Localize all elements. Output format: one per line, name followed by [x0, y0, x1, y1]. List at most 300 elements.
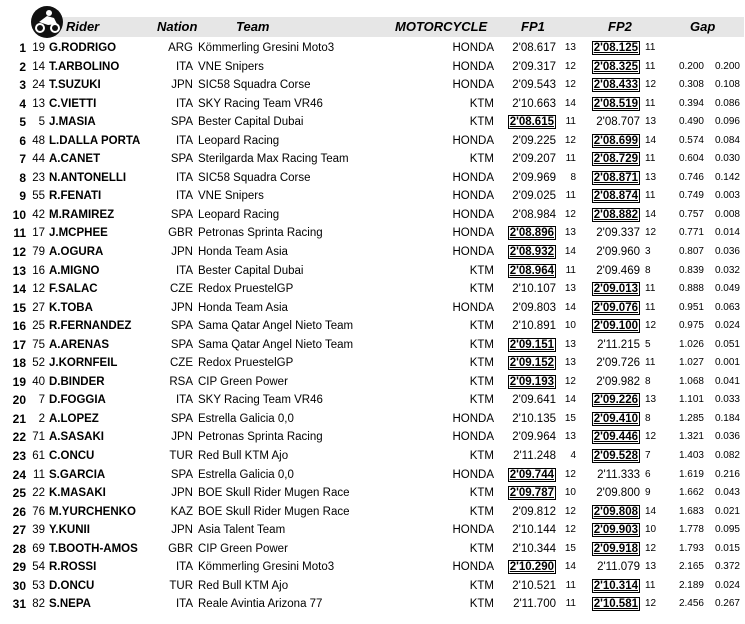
motorcycle: KTM — [469, 598, 494, 611]
nation: ITA — [175, 394, 193, 407]
rider-number: 44 — [32, 153, 45, 166]
position: 17 — [12, 337, 26, 352]
fp2-time — [580, 41, 640, 55]
motorcycle: KTM — [469, 579, 494, 592]
team-name: Leopard Racing — [198, 134, 280, 147]
best-time-box: 2'09.226 — [593, 394, 638, 407]
nation: JPN — [171, 524, 193, 537]
position: 18 — [12, 356, 26, 371]
team-name: Estrella Galicia 0,0 — [198, 468, 294, 481]
rider-number: 19 — [32, 42, 45, 54]
fp1-laps: 14 — [564, 246, 576, 258]
table-row — [0, 521, 745, 540]
fp2-laps: 12 — [645, 598, 657, 610]
team-name: CIP Green Power — [198, 542, 288, 555]
fp1-time: 2'09.803 — [512, 301, 556, 314]
position: 30 — [12, 578, 26, 593]
team-name: CIP Green Power — [198, 375, 288, 388]
fp2-time: 2'09.800 — [596, 487, 640, 500]
motorcycle: HONDA — [452, 468, 494, 481]
rider-name: C.VIETTI — [49, 97, 97, 110]
rider-name: R.FENATI — [49, 190, 102, 203]
fp1-time: 2'08.617 — [512, 42, 556, 54]
nation: SPA — [170, 320, 193, 333]
fp2-laps: 12 — [645, 431, 657, 443]
rider-number: 42 — [32, 208, 45, 221]
fp2-time — [580, 189, 640, 203]
fp2-time — [580, 60, 640, 74]
fp2-laps: 14 — [645, 208, 657, 220]
fp2-time — [580, 97, 640, 111]
rider-name: D.ONCU — [49, 579, 95, 592]
fp1-laps: 12 — [564, 375, 576, 387]
gap-to-first: 0.807 — [678, 246, 704, 258]
table-row — [0, 577, 745, 596]
gap-to-previous: 0.096 — [714, 116, 740, 128]
motorcycle: HONDA — [452, 42, 494, 54]
rider-number: 82 — [32, 598, 45, 611]
table-row — [0, 428, 745, 447]
table-row — [0, 484, 745, 503]
team-name: Kömmerling Gresini Moto3 — [198, 42, 335, 54]
nation: SPA — [170, 338, 193, 351]
fp2-laps: 8 — [645, 412, 651, 424]
position: 28 — [12, 541, 26, 556]
motorcycle: KTM — [469, 375, 494, 388]
fp2-laps: 12 — [645, 227, 657, 239]
team-name: VNE Snipers — [198, 190, 264, 203]
gap-to-previous: 0.024 — [714, 579, 740, 591]
best-time-box: 2'09.787 — [509, 487, 554, 500]
gap-to-previous: 0.095 — [714, 524, 740, 536]
fp2-laps: 5 — [645, 338, 651, 350]
fp2-laps: 9 — [645, 487, 651, 499]
table-row — [0, 354, 745, 373]
motorcycle: HONDA — [452, 524, 494, 537]
team-name: Leopard Racing — [198, 208, 280, 221]
fp2-laps: 11 — [645, 153, 656, 165]
header-fp1: FP1 — [521, 19, 545, 34]
table-row — [0, 558, 745, 577]
rider-name: J.MASIA — [49, 116, 96, 129]
motorcycle: KTM — [469, 116, 494, 129]
fp1-laps: 11 — [565, 264, 576, 276]
nation: RSA — [169, 375, 193, 388]
fp1-laps: 12 — [564, 79, 576, 91]
team-name: Honda Team Asia — [198, 246, 288, 259]
fp1-laps: 13 — [564, 357, 576, 369]
fp2-time — [580, 579, 640, 593]
rider-name: J.MCPHEE — [49, 227, 108, 240]
team-name: Reale Avintia Arizona 77 — [198, 598, 323, 611]
team-name: Red Bull KTM Ajo — [198, 579, 289, 592]
rider-number: 61 — [32, 450, 45, 463]
gap-to-previous: 0.063 — [714, 301, 740, 313]
table-row — [0, 76, 745, 95]
fp1-time: 2'10.135 — [512, 412, 556, 425]
best-time-box: 2'08.932 — [509, 246, 554, 259]
rider-number: 55 — [32, 190, 45, 203]
nation: SPA — [170, 468, 193, 481]
fp2-time — [580, 282, 640, 296]
fp1-time: 2'09.317 — [512, 60, 556, 73]
gap-to-first: 0.951 — [678, 301, 704, 313]
motorcycle: HONDA — [452, 301, 494, 314]
position: 8 — [19, 170, 26, 185]
rider-number: 16 — [32, 264, 45, 277]
table-row — [0, 410, 745, 429]
table-row — [0, 39, 745, 58]
fp1-laps: 15 — [564, 542, 576, 554]
nation: ITA — [175, 171, 193, 184]
gap-to-previous: 0.142 — [714, 171, 740, 183]
position: 4 — [19, 96, 26, 111]
gap-to-first: 0.200 — [678, 60, 704, 72]
table-row — [0, 150, 745, 169]
gap-to-first: 0.394 — [678, 97, 704, 109]
rider-name: C.ONCU — [49, 450, 95, 463]
gap-to-first: 0.574 — [678, 134, 704, 146]
header-motorcycle: MOTORCYCLE — [395, 19, 488, 34]
fp1-laps: 12 — [564, 60, 576, 72]
header-nation: Nation — [157, 19, 198, 34]
motorcycle: KTM — [469, 487, 494, 500]
gap-to-first: 0.975 — [678, 320, 704, 332]
rider-name: J.KORNFEIL — [49, 357, 118, 370]
table-row — [0, 206, 745, 225]
rider-name: A.ARENAS — [49, 338, 110, 351]
position: 20 — [12, 393, 26, 408]
rider-number: 71 — [32, 431, 45, 444]
motorcycle: KTM — [469, 320, 494, 333]
rider-number: 12 — [32, 283, 45, 296]
gap-to-previous: 0.372 — [714, 561, 740, 573]
nation: SPA — [170, 412, 193, 425]
position: 26 — [12, 504, 26, 519]
fp2-laps: 11 — [645, 190, 656, 202]
table-row — [0, 595, 745, 614]
header-gap: Gap — [690, 19, 716, 34]
best-time-box: 2'08.882 — [593, 208, 638, 221]
rider-number: 79 — [32, 246, 45, 259]
fp2-laps: 11 — [645, 97, 656, 109]
nation: ITA — [175, 97, 193, 110]
header-rider: Rider — [66, 19, 100, 34]
rider-name: M.RAMIREZ — [49, 208, 115, 221]
gap-to-first: 0.771 — [678, 227, 704, 239]
fp1-time — [498, 486, 556, 500]
gap-to-first: 1.027 — [678, 357, 704, 369]
table-row — [0, 113, 745, 132]
rider-name: A.OGURA — [49, 246, 104, 259]
motorcycle: HONDA — [452, 412, 494, 425]
fp1-time — [498, 468, 556, 482]
team-name: Sama Qatar Angel Nieto Team — [198, 320, 354, 333]
position: 5 — [19, 115, 26, 130]
table-row — [0, 391, 745, 410]
table-row — [0, 447, 745, 466]
position: 13 — [12, 263, 26, 278]
nation: JPN — [171, 431, 193, 444]
gap-to-first: 0.746 — [678, 171, 704, 183]
fp2-laps: 11 — [645, 283, 656, 295]
best-time-box: 2'08.874 — [593, 190, 638, 203]
rider-name: T.BOOTH-AMOS — [49, 542, 138, 555]
fp1-laps: 14 — [564, 97, 576, 109]
fp1-time: 2'10.144 — [512, 524, 556, 537]
gap-to-first: 0.757 — [678, 208, 704, 220]
fp2-laps: 13 — [645, 394, 657, 406]
fp1-time: 2'09.641 — [512, 394, 556, 407]
fp1-laps: 13 — [564, 227, 576, 239]
position: 10 — [12, 207, 26, 222]
gap-to-first: 2.456 — [678, 598, 704, 610]
fp2-laps: 11 — [645, 579, 656, 591]
rider-number: 13 — [32, 97, 45, 110]
fp2-time — [580, 412, 640, 426]
table-row — [0, 466, 745, 485]
fp2-time: 2'11.333 — [597, 468, 640, 481]
best-time-box: 2'09.528 — [593, 450, 638, 463]
fp2-laps: 6 — [645, 468, 651, 480]
fp2-time — [580, 505, 640, 519]
rider-name: G.RODRIGO — [49, 42, 117, 54]
rider-name: K.MASAKI — [49, 487, 106, 500]
fp2-time — [580, 523, 640, 537]
table-row — [0, 299, 745, 318]
gap-to-first: 1.683 — [678, 505, 704, 517]
rider-number: 11 — [33, 468, 45, 481]
best-time-box: 2'09.100 — [593, 320, 638, 333]
fp1-time — [498, 560, 556, 574]
nation: ITA — [175, 60, 193, 73]
fp1-laps: 13 — [564, 42, 576, 53]
nation: ITA — [175, 264, 193, 277]
gap-to-first: 1.026 — [678, 338, 704, 350]
best-time-box: 2'08.519 — [593, 97, 638, 110]
fp1-time — [498, 356, 556, 370]
table-row — [0, 95, 745, 114]
motorcycle: HONDA — [452, 227, 494, 240]
table-row — [0, 58, 745, 77]
fp1-time: 2'11.700 — [513, 598, 556, 611]
gap-to-first: 1.285 — [678, 412, 704, 424]
team-name: Petronas Sprinta Racing — [198, 227, 323, 240]
nation: ITA — [175, 190, 193, 203]
gap-to-previous: 0.003 — [714, 190, 740, 202]
fp1-time: 2'09.225 — [512, 134, 556, 147]
position: 29 — [12, 560, 26, 575]
team-name: Kömmerling Gresini Moto3 — [198, 561, 335, 574]
fp1-laps: 10 — [564, 487, 576, 499]
team-name: SKY Racing Team VR46 — [198, 394, 323, 407]
team-name: Red Bull KTM Ajo — [198, 450, 289, 463]
gap-to-previous: 0.008 — [714, 208, 740, 220]
best-time-box: 2'08.896 — [509, 227, 554, 240]
fp1-laps: 12 — [564, 505, 576, 517]
fp2-laps: 11 — [645, 357, 656, 369]
fp1-laps: 14 — [564, 561, 576, 573]
fp1-time — [498, 226, 556, 240]
fp1-laps: 15 — [564, 412, 576, 424]
gap-to-previous: 0.036 — [714, 246, 740, 258]
table-header — [0, 0, 745, 40]
gap-to-first: 0.490 — [678, 116, 704, 128]
rider-name: S.NEPA — [49, 598, 91, 611]
motorcycle: HONDA — [452, 134, 494, 147]
gap-to-previous: 0.021 — [714, 505, 740, 517]
gap-to-previous: 0.001 — [714, 357, 740, 369]
fp2-laps: 8 — [645, 375, 651, 387]
fp1-time — [498, 264, 556, 278]
motorcycle: HONDA — [452, 171, 494, 184]
gap-to-first: 0.749 — [678, 190, 704, 202]
gap-to-previous: 0.024 — [714, 320, 740, 332]
fp1-laps: 11 — [565, 190, 576, 202]
position: 14 — [12, 282, 26, 297]
gap-to-previous: 0.036 — [714, 431, 740, 443]
motorcycle: HONDA — [452, 561, 494, 574]
motorcycle: HONDA — [452, 79, 494, 92]
nation: JPN — [171, 79, 193, 92]
nation: TUR — [169, 450, 193, 463]
fp2-time: 2'11.215 — [597, 338, 640, 351]
motorcycle: KTM — [469, 338, 494, 351]
table-row — [0, 280, 745, 299]
fp2-time — [580, 449, 640, 463]
team-name: VNE Snipers — [198, 60, 264, 73]
nation: JPN — [171, 246, 193, 259]
team-name: Asia Talent Team — [198, 524, 286, 537]
fp2-time — [580, 208, 640, 222]
fp1-time: 2'09.207 — [512, 153, 556, 166]
fp1-laps: 12 — [564, 208, 576, 220]
gap-to-previous: 0.049 — [714, 283, 740, 295]
team-name: Bester Capital Dubai — [198, 116, 304, 129]
fp2-time: 2'11.079 — [597, 561, 640, 574]
header-fp2: FP2 — [608, 19, 632, 34]
position: 25 — [12, 486, 26, 501]
best-time-box: 2'09.193 — [509, 375, 554, 388]
fp2-time — [580, 542, 640, 556]
best-time-box: 2'09.152 — [509, 357, 554, 370]
gap-to-first: 0.604 — [678, 153, 704, 165]
motorcycle: KTM — [469, 97, 494, 110]
gap-to-previous: 0.084 — [714, 134, 740, 146]
rider-number: 48 — [32, 134, 45, 147]
fp1-time: 2'09.543 — [512, 79, 556, 92]
fp2-laps: 12 — [645, 79, 657, 91]
fp2-time — [580, 393, 640, 407]
rider-number: 25 — [32, 320, 45, 333]
rider-number: 23 — [32, 171, 45, 184]
fp2-time — [580, 134, 640, 148]
position: 23 — [12, 449, 26, 464]
rider-number: 39 — [32, 524, 45, 537]
fp1-time: 2'10.107 — [512, 283, 556, 296]
fp2-time: 2'08.707 — [596, 116, 640, 129]
fp2-laps: 11 — [645, 42, 656, 53]
fp1-laps: 14 — [564, 301, 576, 313]
fp2-laps: 12 — [645, 320, 657, 332]
motorcycle: KTM — [469, 450, 494, 463]
gap-to-first: 1.662 — [678, 487, 704, 499]
best-time-box: 2'09.013 — [593, 283, 638, 296]
fp2-time: 2'09.337 — [596, 227, 640, 240]
best-time-box: 2'09.903 — [593, 524, 638, 537]
fp1-time: 2'10.344 — [512, 542, 556, 555]
fp2-laps: 13 — [645, 561, 657, 573]
fp1-laps: 11 — [565, 598, 576, 610]
motorcycle: KTM — [469, 394, 494, 407]
fp1-laps: 12 — [564, 524, 576, 536]
best-time-box: 2'09.446 — [593, 431, 638, 444]
motorcycle: HONDA — [452, 246, 494, 259]
header-team: Team — [236, 19, 270, 34]
best-time-box: 2'09.918 — [593, 542, 638, 555]
table-row — [0, 187, 745, 206]
position: 31 — [12, 597, 26, 612]
gap-to-previous: 0.200 — [714, 60, 740, 72]
nation: GBR — [168, 542, 193, 555]
gap-to-first: 1.793 — [678, 542, 704, 554]
nation: ITA — [175, 561, 193, 574]
fp1-laps: 12 — [564, 134, 576, 146]
rider-number: 14 — [32, 60, 45, 73]
position: 15 — [12, 300, 26, 315]
nation: CZE — [170, 283, 193, 296]
gap-to-previous: 0.033 — [714, 394, 740, 406]
rider-number: 52 — [32, 357, 45, 370]
fp2-laps: 3 — [645, 246, 651, 258]
fp2-time: 2'09.982 — [596, 375, 640, 388]
motorcycle: KTM — [469, 264, 494, 277]
motorbike-rider-icon — [30, 5, 64, 39]
best-time-box: 2'08.964 — [509, 264, 554, 277]
rider-number: 7 — [38, 394, 45, 407]
gap-to-previous: 0.108 — [714, 79, 740, 91]
fp2-laps: 8 — [645, 264, 651, 276]
nation: JPN — [171, 487, 193, 500]
table-row — [0, 132, 745, 151]
results-table — [0, 39, 745, 614]
fp1-time: 2'09.969 — [512, 171, 556, 184]
rider-name: S.GARCIA — [49, 468, 106, 481]
team-name: Redox PruestelGP — [198, 283, 294, 296]
fp1-time — [498, 245, 556, 259]
fp1-laps: 13 — [564, 431, 576, 443]
rider-number: 24 — [32, 79, 45, 92]
fp2-laps: 13 — [645, 116, 657, 128]
position: 7 — [19, 152, 26, 167]
best-time-box: 2'08.325 — [593, 60, 638, 73]
fp1-time — [498, 375, 556, 389]
nation: JPN — [171, 301, 193, 314]
fp1-time — [498, 338, 556, 352]
rider-name: N.ANTONELLI — [49, 171, 127, 184]
fp1-laps: 12 — [564, 468, 576, 480]
fp1-laps: 11 — [565, 153, 576, 165]
best-time-box: 2'08.729 — [593, 153, 638, 166]
fp2-laps: 11 — [645, 60, 656, 72]
rider-name: R.FERNANDEZ — [49, 320, 132, 333]
fp2-laps: 13 — [645, 171, 657, 183]
position: 22 — [12, 430, 26, 445]
fp1-time: 2'10.891 — [512, 320, 556, 333]
gap-to-first: 1.101 — [678, 394, 704, 406]
nation: KAZ — [170, 505, 193, 518]
fp2-time: 2'09.726 — [596, 357, 640, 370]
